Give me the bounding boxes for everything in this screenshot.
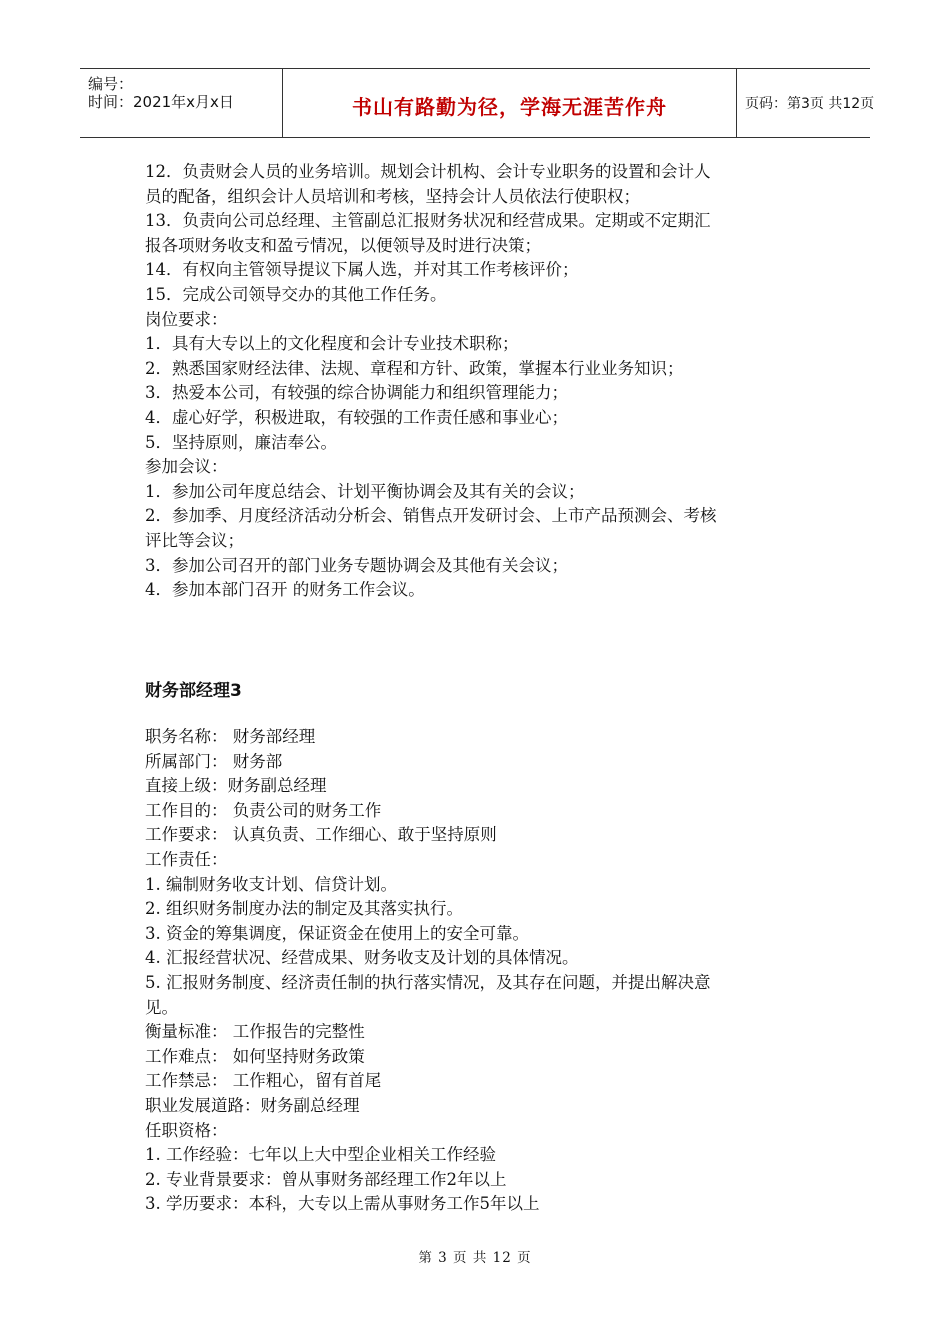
body-line: 所属部门： 财务部 bbox=[145, 751, 283, 771]
body-line: 3. 资金的筹集调度，保证资金在使用上的安全可靠。 bbox=[145, 923, 529, 943]
body-line: 员的配备，组织会计人员培训和考核，坚持会计人员依法行使职权； bbox=[145, 186, 640, 206]
page-header bbox=[80, 68, 875, 138]
body-line: 4．虚心好学，积极进取，有较强的工作责任感和事业心； bbox=[145, 407, 568, 427]
body-line: 2．熟悉国家财经法律、法规、章程和方针、政策，掌握本行业业务知识； bbox=[145, 358, 684, 378]
page-footer: 第 3 页 共 12 页 bbox=[418, 1250, 532, 1266]
body-line: 5．坚持原则，廉洁奉公。 bbox=[145, 432, 337, 452]
body-line: 见。 bbox=[145, 997, 178, 1017]
body-line: 1. 工作经验：七年以上大中型企业相关工作经验 bbox=[145, 1145, 496, 1165]
section2-title: 财务部经理3 bbox=[145, 681, 242, 701]
body-line: 15．完成公司领导交办的其他工作任务。 bbox=[145, 284, 447, 304]
body-line: 2. 专业背景要求：曾从事财务部经理工作2年以上 bbox=[145, 1169, 507, 1189]
body-line: 工作目的： 负责公司的财务工作 bbox=[145, 800, 382, 820]
section1-body bbox=[145, 160, 815, 603]
section-heading-line: 工作责任： bbox=[145, 849, 228, 869]
section-heading-line: 参加会议： bbox=[145, 457, 228, 477]
body-line: 12．负责财会人员的业务培训。规划会计机构、会计专业职务的设置和会计人 bbox=[145, 162, 711, 181]
document-number-label: 编号： bbox=[88, 75, 134, 93]
body-line: 工作难点： 如何坚持财务政策 bbox=[145, 1046, 365, 1066]
body-line: 直接上级：财务副总经理 bbox=[145, 776, 327, 796]
body-line: 工作禁忌： 工作粗心，留有首尾 bbox=[145, 1071, 382, 1091]
header-info-cell bbox=[80, 69, 283, 137]
body-line: 工作要求： 认真负责、工作细心、敢于坚持原则 bbox=[145, 825, 497, 845]
body-line: 报各项财务收支和盈亏情况，以便领导及时进行决策； bbox=[145, 235, 541, 255]
body-line: 1．参加公司年度总结会、计划平衡协调会及其有关的会议； bbox=[145, 481, 585, 501]
body-line: 4．参加本部门召开 的财务工作会议。 bbox=[145, 580, 425, 600]
body-line: 13．负责向公司总经理、主管副总汇报财务状况和经营成果。定期或不定期汇 bbox=[145, 211, 711, 231]
body-line: 14．有权向主管领导提议下属人选，并对其工作考核评价； bbox=[145, 260, 579, 280]
header-page-cell bbox=[737, 69, 875, 137]
body-line: 5. 汇报财务制度、经济责任制的执行落实情况，及其存在问题，并提出解决意 bbox=[145, 972, 711, 992]
header-motto: 书山有路勤为径，学海无涯苦作舟 bbox=[352, 95, 667, 119]
body-line: 3．热爱本公司，有较强的综合协调能力和组织管理能力； bbox=[145, 383, 568, 403]
body-line: 1．具有大专以上的文化程度和会计专业技术职称； bbox=[145, 334, 519, 354]
body-line: 1. 编制财务收支计划、信贷计划。 bbox=[145, 874, 397, 894]
document-time-label: 时间：2021年x月x日 bbox=[88, 93, 234, 111]
header-motto-cell bbox=[283, 69, 737, 137]
body-line: 职业发展道路：财务副总经理 bbox=[145, 1095, 360, 1115]
body-line: 评比等会议； bbox=[145, 530, 244, 550]
section-heading-line: 岗位要求： bbox=[145, 309, 228, 329]
section-heading-line: 任职资格： bbox=[145, 1120, 228, 1140]
body-line: 3. 学历要求：本科，大专以上需从事财务工作5年以上 bbox=[145, 1194, 540, 1214]
body-line: 2．参加季、月度经济活动分析会、销售点开发研讨会、上市产品预测会、考核 bbox=[145, 506, 717, 526]
header-page-number: 页码：第3页 共12页 bbox=[745, 96, 875, 112]
body-line: 2. 组织财务制度办法的制定及其落实执行。 bbox=[145, 899, 463, 919]
body-line: 3．参加公司召开的部门业务专题协调会及其他有关会议； bbox=[145, 555, 568, 575]
section2-body bbox=[145, 725, 815, 1217]
body-line: 4. 汇报经营状况、经营成果、财务收支及计划的具体情况。 bbox=[145, 948, 579, 968]
body-line: 衡量标准： 工作报告的完整性 bbox=[145, 1022, 365, 1042]
body-line: 职务名称： 财务部经理 bbox=[145, 727, 316, 746]
